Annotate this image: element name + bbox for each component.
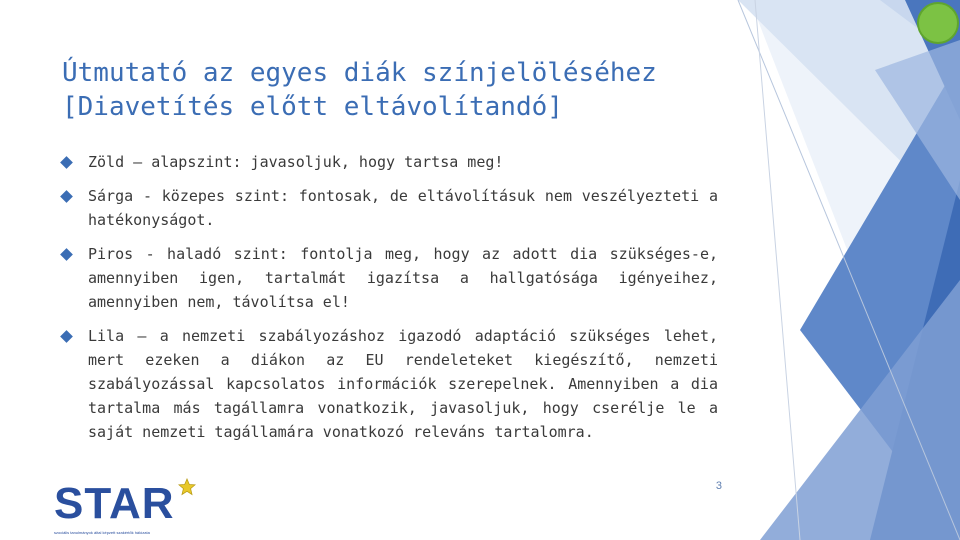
logo-tagline: szociális tanulmányok által képzett szakértők hálózata xyxy=(54,530,150,535)
bullet-text: Zöld – alapszint: javasoljuk, hogy tartsa meg! xyxy=(88,153,504,171)
diamond-bullet-icon xyxy=(60,156,73,169)
bullet-item-red xyxy=(62,242,718,314)
bullet-item-yellow xyxy=(62,184,718,232)
diamond-bullet-icon xyxy=(60,330,73,343)
slide-title-line-2: [Diavetítés előtt eltávolítandó] xyxy=(62,92,563,122)
star-icon xyxy=(178,478,196,496)
green-level-indicator-icon xyxy=(917,2,959,44)
bullet-list xyxy=(62,150,718,454)
slide-title-line-1: Útmutató az egyes diák színjelöléséhez xyxy=(62,58,657,88)
star-logo xyxy=(54,478,204,538)
bullet-text: Piros - haladó szint: fontolja meg, hogy az adott dia szükséges-e, amennyiben igen, tartalmát igazítsa a hallgatósága igényeihez, amennyiben nem, távolítsa el! xyxy=(88,245,718,311)
bullet-item-green xyxy=(62,150,718,174)
slide-title xyxy=(62,56,702,124)
diamond-bullet-icon xyxy=(60,248,73,261)
diamond-bullet-icon xyxy=(60,190,73,203)
bullet-text: Lila – a nemzeti szabályozáshoz igazodó adaptáció szükséges lehet, mert ezeken a diákon az EU rendeleteket kiegészítő, nemzeti szabályozással kapcsolatos információk szerepelnek. Amennyiben a dia tartalma más tagállamra vonatkozik, javasoljuk, hogy cserélje le a saját nemzeti tagállamára vonatkozó releváns tartalomra. xyxy=(88,327,718,441)
logo-text: STAR xyxy=(54,479,175,528)
bullet-text: Sárga - közepes szint: fontosak, de eltávolításuk nem veszélyezteti a hatékonyságot. xyxy=(88,187,718,229)
bullet-item-purple xyxy=(62,324,718,444)
page-number: 3 xyxy=(715,480,722,492)
